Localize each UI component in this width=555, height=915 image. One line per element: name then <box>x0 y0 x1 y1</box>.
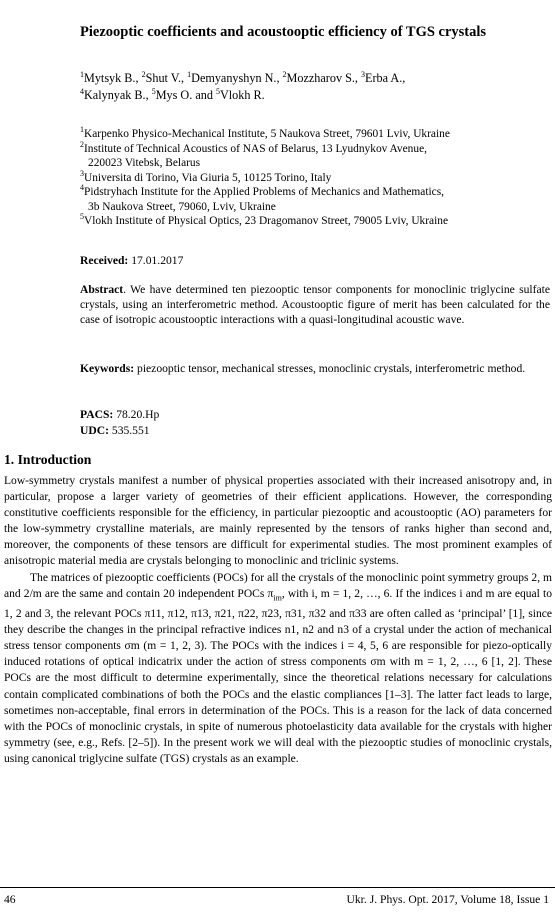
abstract: Abstract. We have determined ten piezooptic tensor components for monoclinic triglycine sulfate crystals, using an interferometric method. Acoustooptic figure of merit has been calculated for the case of isotropic acoustooptic interactions with a quasi-longitudinal acoustic wave. <box>80 283 550 326</box>
affiliation-list <box>80 127 550 229</box>
affiliation: $^3$Universita di Torino, Via Giuria 5, 10125 Torino, Italy <box>80 168 332 184</box>
author: $^2$Shut V., <box>141 69 185 85</box>
received-date: Received: 17.01.2017 <box>80 254 184 267</box>
affiliation: $^1$Karpenko Physico-Mechanical Institute, 5 Naukova Street, 79601 Lviv, Ukraine <box>80 125 450 140</box>
author-line-2 <box>80 87 550 104</box>
paragraph: The matrices of piezooptic coefficients (POCs) for all the crystals of the monoclinic point symmetry groups 2, m and 2/m are the same and contain 20 independent POCs $\pi_{im}$, with i, m = 1, 2, …, 6. If the indices i and m are equal to 1, 2 and 3, the relevant POCs π11, π12, π13, π21, π22, π23, π31, π32 and π33 are often called as ‘principal’ [1], since they describe the changes in the principal refractive indices n1, n2 and n3 of a crystal under the action of mechanical stress tensor components σm (m = 1, 2, 3). The POCs with the indices i = 4, 5, 6 are responsible for piezo-optically induced rotations of optical indicatrix under the action of stress components σm with m = 1, 2, …, 6 [1, 2]. These POCs are the most difficult to determine experimentally, since the theoretical relations necessary for calculations contain complicated combinations of both the POCs and the elastic compliances [1–3]. The latter fact leads to large, sometimes non-acceptable, final errors in determination of the POCs. This is a reason for the lack of data concerned with the POCs of monoclinic crystals, in spite of numerous photoelasticity data available for the crystals with higher symmetry (see, e.g., Refs. [2–5]). In the present work we will deal with the piezooptic studies of monoclinic crystals, using canonical triglycine sulfate (TGS) crystals as an example. <box>4 571 552 765</box>
author: $^3$Erba A., <box>361 69 406 85</box>
affiliation: $^2$Institute of Technical Acoustics of NAS of Belarus, 13 Lyudnykov Avenue, 220023 Vitebsk, Belarus <box>80 139 427 169</box>
author: $^5$Mys O. and <box>151 86 213 102</box>
footer-divider <box>0 887 555 888</box>
pacs-code: PACS: 78.20.Hp <box>80 408 160 421</box>
body-text <box>4 473 552 767</box>
author: $^1$Demyanyshyn N., <box>187 69 280 85</box>
keywords: Keywords: piezooptic tensor, mechanical stresses, monoclinic crystals, interferometric method. <box>80 362 526 375</box>
author: $^4$Kalynyak B., <box>80 86 149 102</box>
page-number: 46 <box>4 893 16 906</box>
paper-title: Piezooptic coefficients and acoustooptic efficiency of TGS crystals <box>80 24 487 40</box>
author: $^2$Mozzharov S., <box>282 69 358 85</box>
journal-reference: Ukr. J. Phys. Opt. 2017, Volume 18, Issue 1 <box>346 893 549 906</box>
affiliation: $^5$Vlokh Institute of Physical Optics, 23 Dragomanov Street, 79005 Lviv, Ukraine <box>80 212 449 227</box>
author: $^1$Mytsyk B., <box>80 69 139 85</box>
paragraph: Low-symmetry crystals manifest a number of physical properties associated with their increased anisotropy and, in particular, propose a larger variety of geometries of their efficient applications. However, the corresponding constitutive coefficients responsible for the efficiency, in particular piezooptic and acoustooptic (AO) parameters for the low-symmetry crystalline materials, are mainly represented by the tensors of ranks higher than second and, moreover, the components of these tensors are difficult for experimental studies. The most prominent examples of anisotropic material media are crystals belonging to monoclinic and triclinic systems. <box>4 475 552 568</box>
affiliation: $^4$Pidstryhach Institute for the Applied Problems of Mechanics and Mathematics, 3b Naukova Street, 79060, Lviv, Ukraine <box>80 183 444 213</box>
section-heading: 1. Introduction <box>4 452 92 467</box>
author-list <box>80 70 550 104</box>
udc-code: UDC: 535.551 <box>80 424 150 437</box>
author-line-1 <box>80 70 550 87</box>
author: $^5$Vlokh R. <box>215 86 265 102</box>
